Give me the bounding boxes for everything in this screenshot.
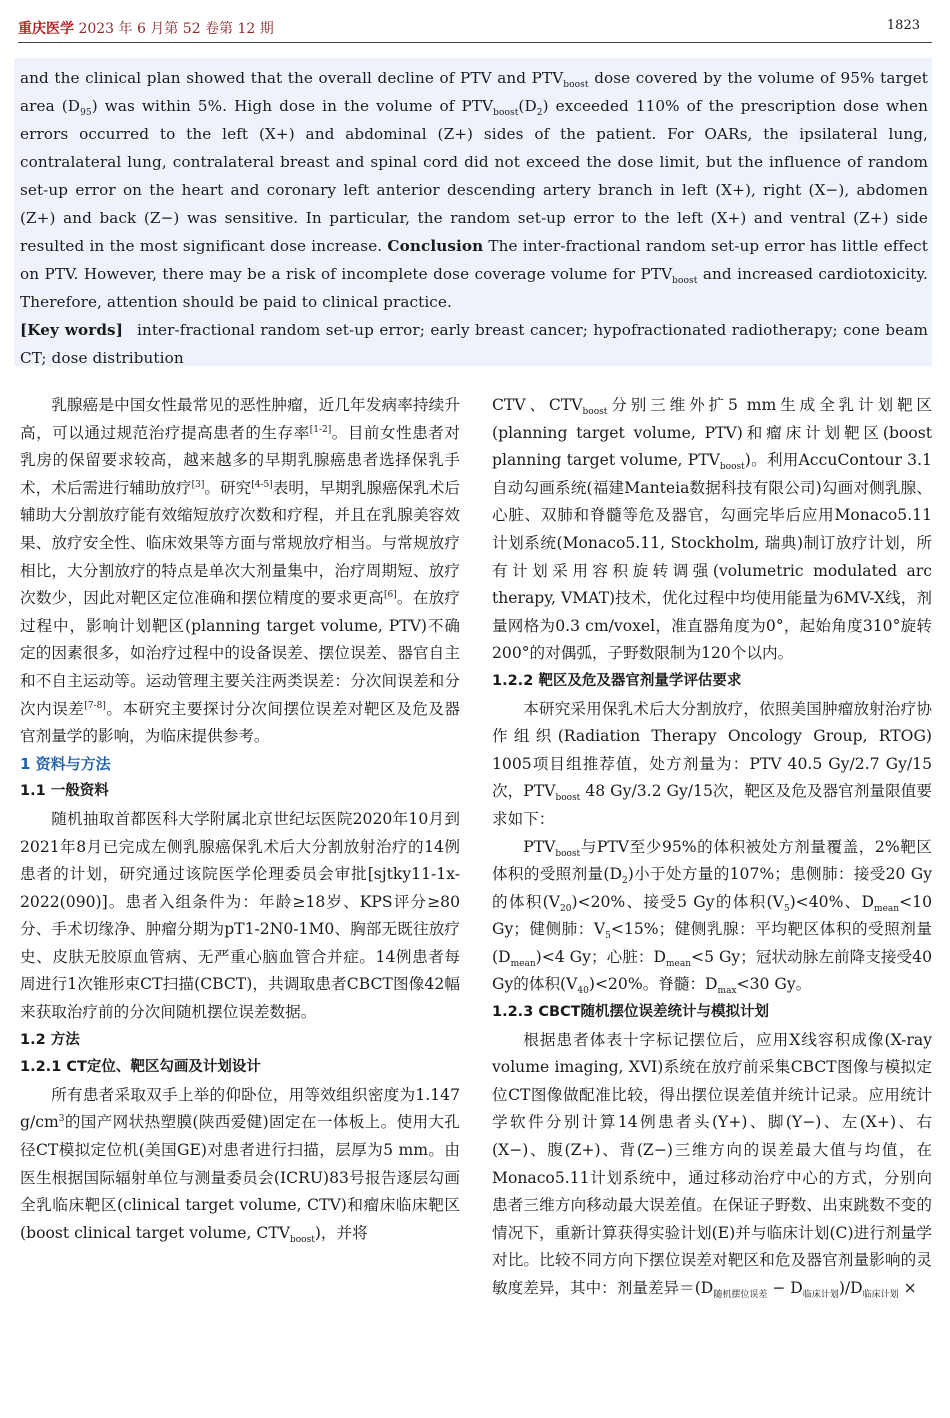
page-header <box>18 14 920 42</box>
journal-running-head <box>18 18 274 38</box>
paragraph-1-2-3: 根据患者体表十字标记摆位后，应用X线容积成像(X-ray volume imaging, XVI)系统在放疗前采集CBCT图像与模拟定位CT图像做配准比较，得出摆位误差值并统计记录。应用统计学软件分别计算14例患者头(Y+)、脚(Y−)、左(X+)、右(X−)、腹(Z+)、背(Z−)三维方向的误差最大值与均值，在Monaco5.11计划系统中，通过移动治疗中心的方式，分别向患者三维方向移动最大误差值。在保证子野数、出束跳数不变的情况下，重新计算获得实验计划(E)并与临床计划(C)进行剂量学对比。比较不同方向下摆位误差对靶区和危及器官剂量影响的灵敏度差异，其中：剂量差异$=(D_{随机摆位误差} - D_{临床计划})/D_{临床计划}$ × <box>492 1030 932 1301</box>
section-heading-1-2: 1.2 方法 <box>20 1031 80 1048</box>
header-rule <box>18 42 932 43</box>
page-number: 1823 <box>886 18 920 33</box>
paragraph-1-2-1: 所有患者采取双手上举的仰卧位，用等效组织密度为1.147 $g/cm^3$的国产网状热塑膜(陕西爱健)固定在一体板上。使用大孔径CT模拟定位机(美国GE)对患者进行扫描，层厚为5 mm。由医生根据国际辐射单位与测量委员会(ICRU)83号报告逐层勾画全乳临床靶区(clinical target volume, CTV)和瘤床临床靶区(boost clinical target volume, $CTV_{boost}$)，并将 <box>20 1085 460 1245</box>
keywords-label: [Key words] <box>20 321 123 339</box>
paragraph-1-1: 随机抽取首都医科大学附属北京世纪坛医院2020年10月到2021年8月已完成左侧乳腺癌保乳术后大分割放射治疗的14例患者的计划，研究通过该院医学伦理委员会审批[sjtky11-1x-2022(090)]。患者入组条件为：年龄≥18岁、KPS评分≥80分、手术切缘净、肿瘤分期为pT1-2N0-1M0、胸部无既往放疗史、皮肤无胶原血管病、无严重心脑血管合并症。14例患者每周进行1次锥形束CT扫描(CBCT)，共调取患者CBCT图像42幅来获取治疗前的分次间随机摆位误差数据。 <box>20 809 460 1022</box>
paragraph-1-2-2: 本研究采用保乳术后大分割放疗，依照美国肿瘤放射治疗协作组织(Radiation Therapy Oncology Group, RTOG) 1005项目组推荐值，处方剂量为：PTV 40.5 Gy/2.7 Gy/15次，$PTV_{boost}$ 48 Gy/3.2 Gy/15次，靶区及危及器官剂量限值要求如下： <box>492 699 932 828</box>
section-heading-1: 1 资料与方法 <box>20 754 111 773</box>
intro-paragraph: 乳腺癌是中国女性最常见的恶性肿瘤，近几年发病率持续升高，可以通过规范治疗提高患者的生存率[1-2]。目前女性患者对乳房的保留要求较高，越来越多的早期乳腺癌患者选择保乳手术，术后需进行辅助放疗[3]。研究[4-5]表明，早期乳腺癌保乳术后辅助大分割放疗能有效缩短放疗次数和疗程，并且在乳腺美容效果、放疗安全性、临床效果等方面与常规放疗相当。与常规放疗相比，大分割放疗的特点是单次大剂量集中，治疗周期短、放疗次数少，因此对靶区定位准确和摆位精度的要求更高[6]。在放疗过程中，影响计划靶区(planning target volume, PTV)不确定的因素很多，如治疗过程中的设备误差、摆位误差、器官自主和不自主运动等。运动管理主要关注两类误差：分次间误差和分次内误差[7-8]。本研究主要探讨分次间摆位误差对靶区及危及器官剂量学的影响，为临床提供参考。 <box>20 396 460 746</box>
abstract-keywords <box>20 316 928 366</box>
right-column <box>492 392 932 1410</box>
left-column <box>20 392 460 1410</box>
english-abstract <box>14 58 932 366</box>
section-heading-1-2-1: 1.2.1 CT定位、靶区勾画及计划设计 <box>20 1059 261 1076</box>
paragraph-dose-limits: $PTV_{boost}$与PTV至少95%的体积被处方剂量覆盖，2%靶区体积的受照剂量$(D_2)$小于处方量的107%；患侧肺：接受20 Gy的体积$(V_{20})<20\%$、接受5 Gy的体积$(V_5)<40\%$、$D_{mean}<10$ Gy；健侧肺：$V_5<15\%$；健侧乳腺：平均靶区体积的受照剂量$(D_{mean})<4$ Gy；心脏：$D_{mean}<5$ Gy；冠状动脉左前降支接受40 Gy的体积$(V_{40})<20\%$。脊髓：$D_{max}<30$ Gy。 <box>492 837 932 997</box>
paragraph-1-2-1-cont: CTV、$CTV_{boost}$分别三维外扩5 mm生成全乳计划靶区(planning target volume, PTV)和瘤床计划靶区(boost planning target volume, $PTV_{boost}$)。利用AccuContour 3.1自动勾画系统(福建Manteia数据科技有限公司)勾画对侧乳腺、心脏、双肺和脊髓等危及器官，勾画完毕后应用Monaco5.11计划系统(Monaco5.11, Stockholm, 瑞典)制订放疗计划，所有计划采用容积旋转调强(volumetric modulated arc therapy, VMAT)技术，优化过程中均使用能量为6MV-X线，剂量网格为0.3 cm/voxel，准直器角度为0°，起始角度310°旋转200°的对偶弧，子野数限制为120个以内。 <box>492 396 932 663</box>
journal-issue: 2023 年 6 月第 52 卷第 12 期 <box>78 21 274 37</box>
section-heading-1-2-3: 1.2.3 CBCT随机摆位误差统计与模拟计划 <box>492 1004 770 1021</box>
keywords-text: inter-fractional random set-up error; early breast cancer; hypofractionated radiotherapy; cone beam CT; dose distribution <box>20 321 928 366</box>
section-heading-1-1: 1.1 一般资料 <box>20 783 109 800</box>
section-heading-1-2-2: 1.2.2 靶区及危及器官剂量学评估要求 <box>492 672 742 689</box>
conclusion-label: Conclusion <box>387 237 484 255</box>
journal-name: 重庆医学 <box>18 21 74 37</box>
abstract-results: and the clinical plan showed that the overall decline of PTV and $PTV_{boost}$ dose covered by the volume of 95% target area $(D_{95})$ was within 5%. High dose in the volume of $PTV_{boost}(D_2)$ exceeded 110% of the prescription dose when errors occurred to the left (X+) and abdominal (Z+) sides of the patient. For OARs, the ipsilateral lung, contralateral lung, contralateral breast and spinal cord did not exceed the dose limit, but the influence of random set-up error on the heart and coronary left anterior descending artery branch in left (X+), right (X−), abdomen (Z+) and back (Z−) was sensitive. In particular, the random set-up error to the left (X+) and ventral (Z+) side resulted in the most significant dose increase. Conclusion The inter-fractional random set-up error has little effect on PTV. However, there may be a risk of incomplete dose coverage volume for $PTV_{boost}$ and increased cardiotoxicity. Therefore, attention should be paid to clinical practice. <box>20 69 928 311</box>
